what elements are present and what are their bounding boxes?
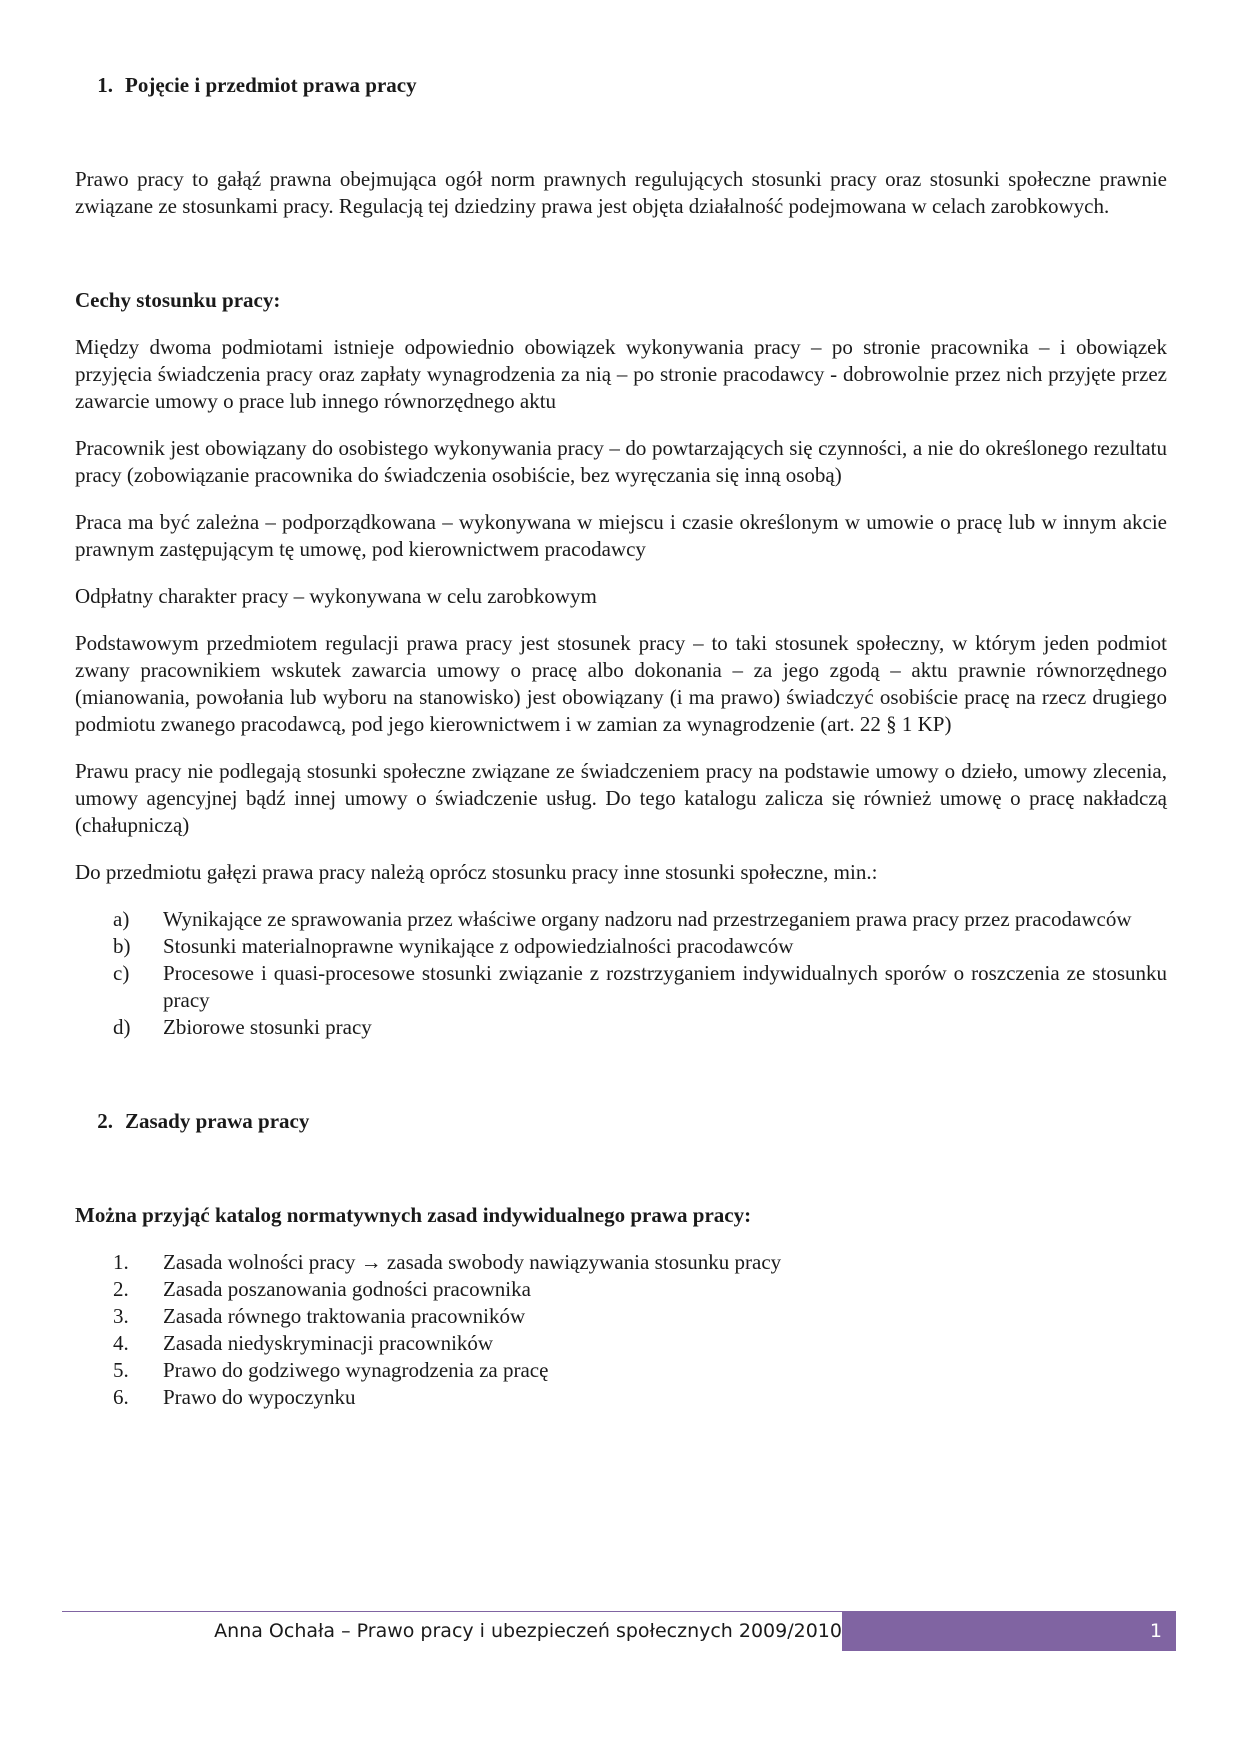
list-item	[75, 1303, 1167, 1330]
list-marker: 4.	[113, 1331, 129, 1355]
paragraph-4: Odpłatny charakter pracy – wykonywana w celu zarobkowym	[75, 584, 597, 608]
catalog-heading: Można przyjąć katalog normatywnych zasad indywidualnego prawa pracy:	[75, 1203, 752, 1227]
list-item-text: Procesowe i quasi-procesowe stosunki związanie z rozstrzyganiem indywidualnych sporów o roszczenia ze stosunku pracy	[163, 961, 1167, 1012]
paragraph-7: Do przedmiotu gałęzi prawa pracy należą oprócz stosunku pracy inne stosunki społeczne, min.:	[75, 860, 878, 884]
features-heading: Cechy stosunku pracy:	[75, 288, 281, 312]
list-marker: d)	[113, 1015, 131, 1039]
list-marker: 6.	[113, 1385, 129, 1409]
list-item	[75, 1384, 1167, 1411]
list-item	[75, 1014, 1167, 1041]
principles-list	[75, 1249, 1167, 1411]
list-item-text: Prawo do godziwego wynagrodzenia za pracę	[163, 1358, 549, 1382]
paragraph-3: Praca ma być zależna – podporządkowana – wykonywana w miejscu i czasie określonym w umowie o pracę lub w innym akcie prawnym zastępującym tę umowę, pod kierownictwem pracodawcy	[75, 510, 1167, 561]
list-marker: 5.	[113, 1358, 129, 1382]
list-item	[75, 1357, 1167, 1384]
intro-paragraph: Prawo pracy to gałąź prawna obejmująca ogół norm prawnych regulujących stosunki pracy oraz stosunki społeczne prawnie związane ze stosunkami pracy. Regulacją tej dziedziny prawa jest objęta działalność podejmowana w celach zarobkowych.	[75, 167, 1167, 218]
footer-text: Anna Ochała – Prawo pracy i ubezpieczeń społecznych 2009/2010	[214, 1620, 842, 1642]
list-item-text: Prawo do wypoczynku	[163, 1385, 356, 1409]
list-item-text: Zasada równego traktowania pracowników	[163, 1304, 526, 1328]
relations-list	[75, 906, 1167, 1041]
list-item	[75, 1330, 1167, 1357]
page-content	[75, 72, 1167, 1411]
list-marker: 2.	[113, 1277, 129, 1301]
list-item-text: Zasada wolności pracy → zasada swobody nawiązywania stosunku pracy	[163, 1250, 782, 1274]
section-1-number: 1.	[97, 73, 113, 97]
list-marker: a)	[113, 907, 130, 931]
section-2-number: 2.	[97, 1109, 113, 1133]
page-number: 1	[842, 1611, 1176, 1651]
paragraph-6: Prawu pracy nie podlegają stosunki społeczne związane ze świadczeniem pracy na podstawie umowy o dzieło, umowy zlecenia, umowy agencyjnej bądź innej umowy o świadczenie usług. Do tego katalogu zalicza się również umowę o pracę nakładczą (chałupniczą)	[75, 759, 1167, 837]
list-marker: c)	[113, 961, 130, 985]
paragraph-2: Pracownik jest obowiązany do osobistego wykonywania pracy – do powtarzających się czynności, a nie do określonego rezultatu pracy (zobowiązanie pracownika do świadczenia osobiście, bez wyręczania się inną osobą)	[75, 436, 1167, 487]
list-marker: b)	[113, 934, 131, 958]
list-item-text: Zasada niedyskryminacji pracowników	[163, 1331, 494, 1355]
list-item	[75, 906, 1167, 933]
list-item-text: Zbiorowe stosunki pracy	[163, 1015, 372, 1039]
list-marker: 3.	[113, 1304, 129, 1328]
list-item	[75, 1276, 1167, 1303]
section-2-heading	[75, 1108, 1167, 1135]
section-1-title: Pojęcie i przedmiot prawa pracy	[125, 73, 417, 97]
list-item	[75, 933, 1167, 960]
list-item-text: Stosunki materialnoprawne wynikające z odpowiedzialności pracodawców	[163, 934, 794, 958]
section-1-heading	[75, 72, 1167, 99]
list-marker: 1.	[113, 1250, 129, 1274]
paragraph-5: Podstawowym przedmiotem regulacji prawa pracy jest stosunek pracy – to taki stosunek społeczny, w którym jeden podmiot zwany pracownikiem wskutek zawarcia umowy o pracę albo dokonania – za jego zgodą – aktu prawnie równorzędnego (mianowania, powołania lub wyboru na stanowisko) jest obowiązany (i ma prawo) świadczyć osobiście pracę na rzecz drugiego podmiotu zwanego pracodawcą, pod jego kierownictwem i w zamian za wynagrodzenie (art. 22 § 1 KP)	[75, 631, 1167, 736]
list-item	[75, 960, 1167, 1014]
list-item-text: Zasada poszanowania godności pracownika	[163, 1277, 531, 1301]
paragraph-1: Między dwoma podmiotami istnieje odpowiednio obowiązek wykonywania pracy – po stronie pracownika – i obowiązek przyjęcia świadczenia pracy oraz zapłaty wynagrodzenia za nią – po stronie pracodawcy - dobrowolnie przez nich przyjęte przez zawarcie umowy o prace lub innego równorzędnego aktu	[75, 335, 1167, 413]
section-2-title: Zasady prawa pracy	[125, 1109, 310, 1133]
list-item-text: Wynikające ze sprawowania przez właściwe organy nadzoru nad przestrzeganiem prawa pracy przez pracodawców	[163, 907, 1132, 931]
list-item	[75, 1249, 1167, 1276]
